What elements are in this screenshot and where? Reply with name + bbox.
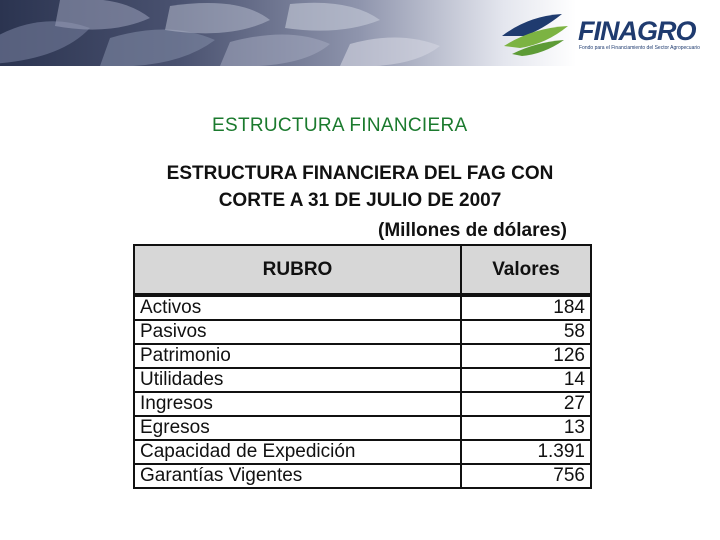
table-row: [134, 464, 591, 488]
row-value: 13: [461, 416, 591, 440]
table-row: [134, 295, 591, 320]
table-row: [134, 320, 591, 344]
logo-wordmark: FINAGRO: [578, 16, 696, 46]
table-row: [134, 440, 591, 464]
row-value: 1.391: [461, 440, 591, 464]
row-label: Activos: [134, 295, 461, 320]
table-title-line2: CORTE A 31 DE JULIO DE 2007: [218, 190, 502, 211]
row-value: 14: [461, 368, 591, 392]
table-title: [130, 160, 590, 214]
row-value: 27: [461, 392, 591, 416]
row-value: 184: [461, 295, 591, 320]
logo-subtitle: Fondo para el Financiamiento del Sector Agropecuario: [579, 45, 700, 51]
table-row: [134, 416, 591, 440]
table-row: [134, 392, 591, 416]
finagro-logo: [498, 10, 708, 58]
row-label: Patrimonio: [134, 344, 461, 368]
row-value: 126: [461, 344, 591, 368]
header-valores: Valores: [461, 245, 591, 295]
row-label: Garantías Vigentes: [134, 464, 461, 488]
table-row: [134, 344, 591, 368]
row-label: Utilidades: [134, 368, 461, 392]
table-row: [134, 368, 591, 392]
slide-title: ESTRUCTURA FINANCIERA: [212, 115, 468, 136]
row-label: Egresos: [134, 416, 461, 440]
row-value: 58: [461, 320, 591, 344]
table-header-row: [134, 245, 591, 295]
row-label: Ingresos: [134, 392, 461, 416]
units-label: (Millones de dólares): [378, 220, 567, 241]
row-label: Capacidad de Expedición: [134, 440, 461, 464]
row-label: Pasivos: [134, 320, 461, 344]
leaf-icon: [498, 10, 578, 58]
financial-table: [133, 244, 592, 489]
row-value: 756: [461, 464, 591, 488]
header-banner: [0, 0, 720, 66]
table-title-line1: ESTRUCTURA FINANCIERA DEL FAG CON: [166, 163, 554, 184]
header-rubro: RUBRO: [134, 245, 461, 295]
